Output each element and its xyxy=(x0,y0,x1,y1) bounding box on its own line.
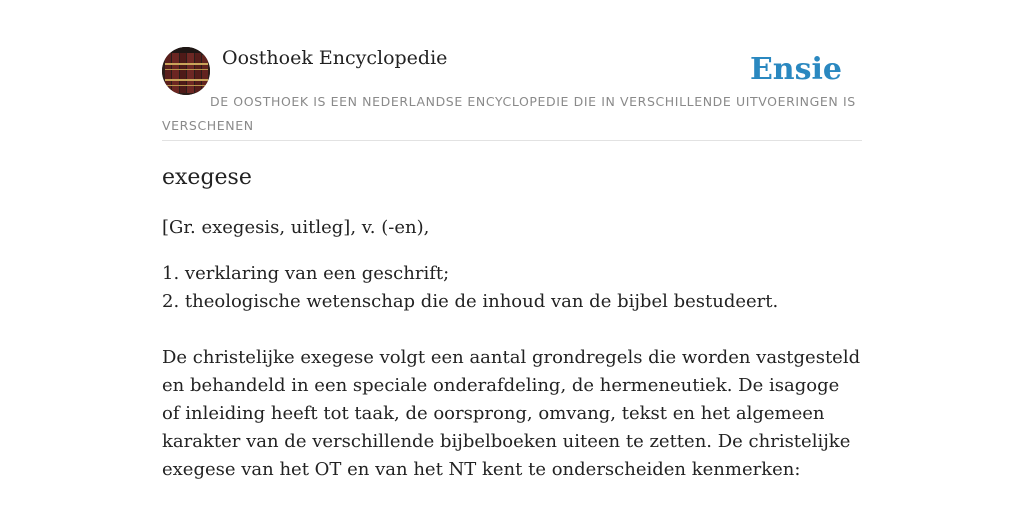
entry-term: exegese xyxy=(162,165,252,190)
entry-body-text: De christelijke exegese volgt een aantal grondregels die worden vastgesteld en behandeld in een speciale onderafdeling, de hermeneutiek. De isagoge of inleiding heeft tot taak, de oorsprong, omvang, tekst en het algemeen karakter van de verschillende bijbelboeken uiteen te zetten. De christelijke exegese van het OT en van het NT kent te onderscheiden kenmerken: xyxy=(162,347,861,480)
entry-etymology: [Gr. exegesis, uitleg], v. (-en), xyxy=(162,217,430,238)
avatar[interactable] xyxy=(162,47,210,95)
definition-item: 1. verklaring van een geschrift; xyxy=(162,263,450,284)
site-name[interactable]: Oosthoek Encyclopedie xyxy=(222,47,448,69)
entry-content xyxy=(162,162,862,484)
book-spines-icon xyxy=(162,47,210,95)
site-tagline: DE OOSTHOEK IS EEN NEDERLANDSE ENCYCLOPEDIE DIE IN VERSCHILLENDE UITVOERINGEN IS VERSCHENEN xyxy=(162,94,856,133)
site-header xyxy=(162,46,862,141)
definition-item: 2. theologische wetenschap die de inhoud van de bijbel bestudeert. xyxy=(162,291,779,312)
definition-list xyxy=(162,260,862,316)
brand-logo-link[interactable]: Ensie xyxy=(749,52,842,87)
